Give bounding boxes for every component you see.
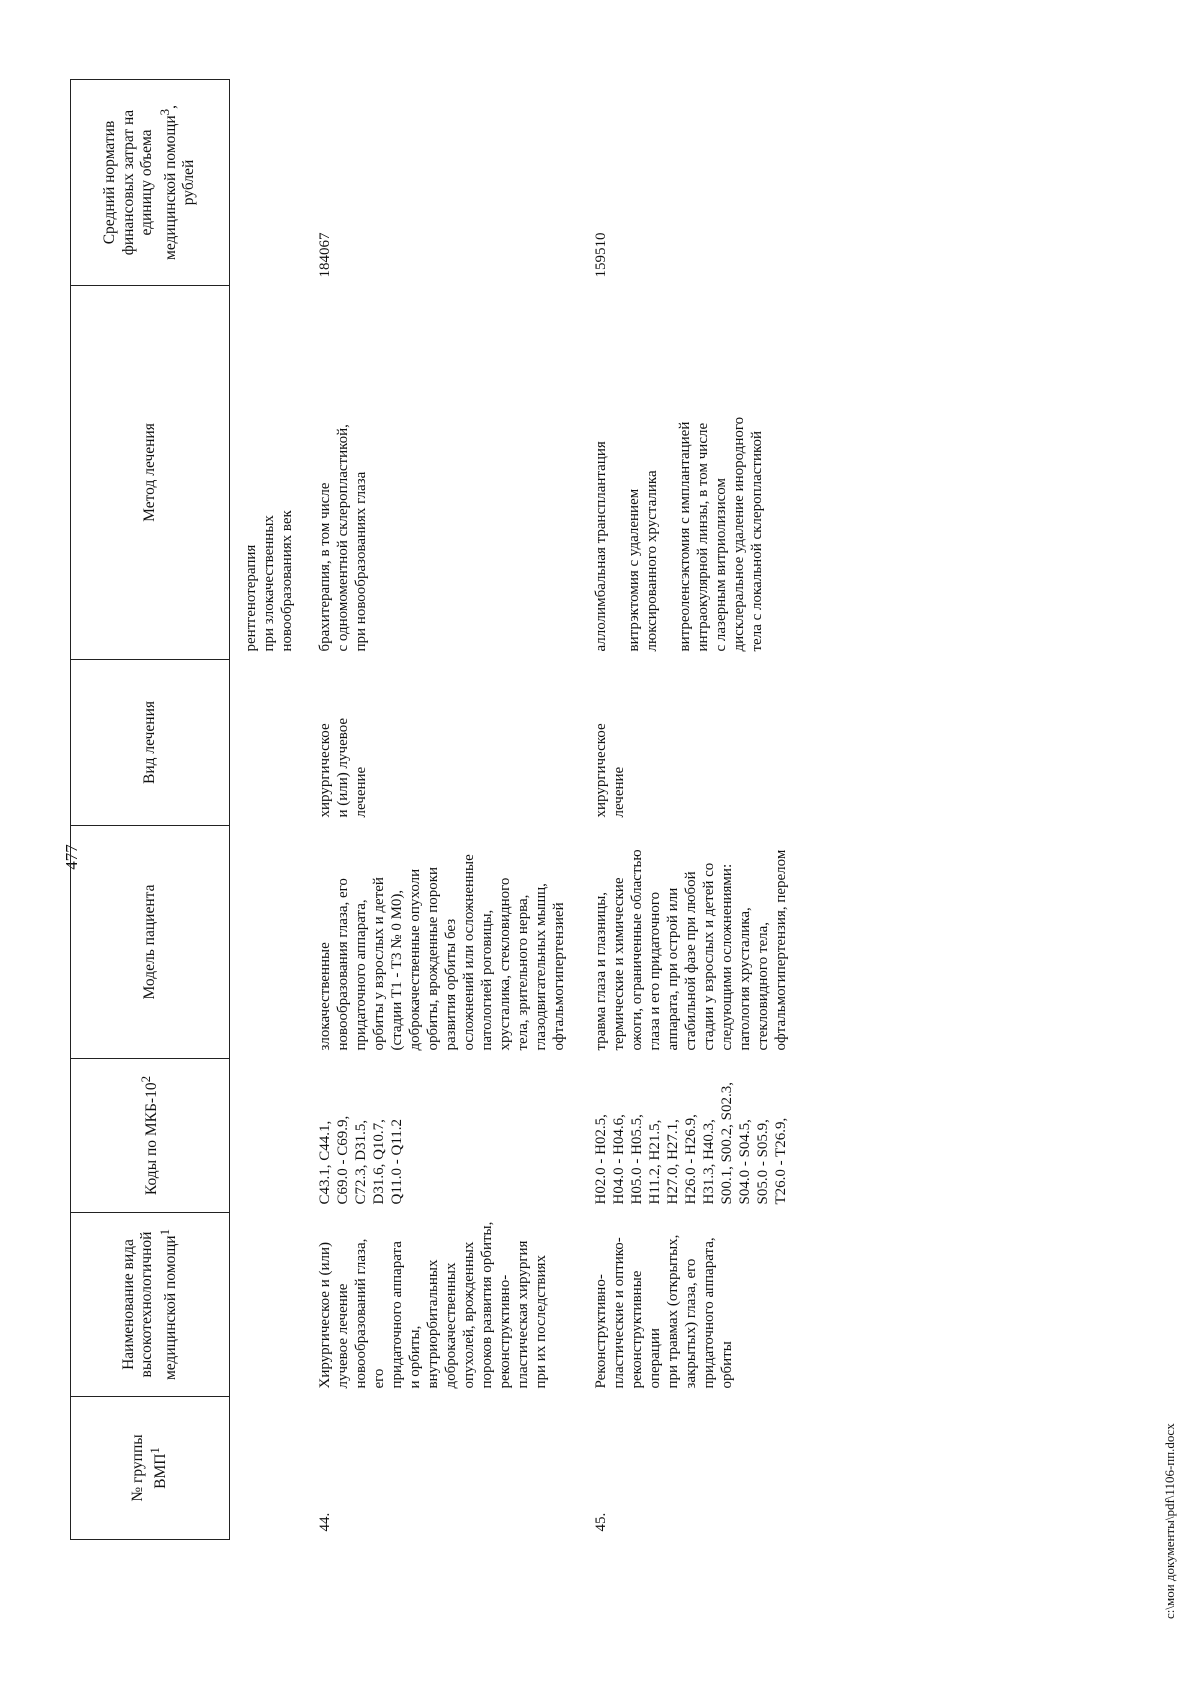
care-name: Реконструктивно- пластические и оптико- реконструктивные операции при травмах (открытых, закрытых) глаза, его придаточного аппарата, орбиты: [593, 1234, 735, 1389]
treatment-method: [302, 286, 568, 660]
header-treatment-method: Метод лечения: [71, 286, 230, 660]
group-number: [230, 1397, 303, 1540]
patient-model: злокачественные новообразования глаза, его придаточного аппарата, орбиты у взрослых и детей (стадии T1 - T3 № 0 M0), доброкачественные опухоли орбиты, врожденные пороки развития орбиты без осложнений или осложненные патологией роговицы, хрусталика, стекловидного тела, зрительного нерва, глазодвигательных мышц, офтальмогипертензией: [317, 854, 567, 1051]
icd-codes: C43.1, C44.1, C69.0 - C69.9, C72.3, D31.5, D31.6, Q10.7, Q11.0 - Q11.2: [317, 1115, 405, 1205]
header-group-number: № группы ВМП$^1$: [71, 1397, 230, 1540]
cost-value: 184067: [317, 232, 333, 278]
group-number: 44.: [317, 1512, 333, 1532]
footer-file-path: c:\мои документы\pdf\1106-пп.docx: [1162, 1423, 1177, 1619]
care-name: [230, 1213, 303, 1397]
header-row: [71, 80, 230, 1540]
header-treatment-type: Вид лечения: [71, 660, 230, 826]
treatment-method: [230, 286, 303, 660]
header-patient-model: Модель пациента: [71, 826, 230, 1059]
table-row: [568, 80, 790, 1540]
table-row: [302, 80, 568, 1540]
method-item: витрэктомия с удалением люксированного хрусталика: [626, 470, 660, 652]
icd-codes: H02.0 - H02.5, H04.0 - H04.6, H05.0 - H05.5, H11.2, H21.5, H27.0, H27.1, H26.0 - H26.9, H31.3, H40.3, S00.1, S00.2, S02.3, S04.0 - S04.5, S05.0 - S05.9, T26.0 - T26.9,: [593, 1081, 789, 1205]
treatment-type: [230, 660, 303, 826]
method-item: аллолимбальная трансплантация: [593, 441, 609, 652]
group-number: 45.: [593, 1512, 609, 1532]
treatment-type: хирургическое и (или) лучевое лечение: [317, 717, 369, 818]
method-item: витреоленсэктомия с имплантацией интраокулярной линзы, в том числе с лазерным витриолизисом дисклеральное удаление инородного тела с локальной склеропластикой: [677, 416, 765, 652]
header-care-name: Наименование вида высокотехнологичной медицинской помощи$^1$: [71, 1213, 230, 1397]
table-row: [230, 80, 303, 1540]
method-item: рентгенотерапия при злокачественных новообразованиях век: [243, 510, 295, 652]
care-name: Хирургическое и (или) лучевое лечение новообразований глаза, его придаточного аппарата и орбиты, внутриорбитальных доброкачественных опухолей, врожденных пороков развития орбиты, реконструктивно- пластическая хирургия при их последствиях: [317, 1221, 549, 1389]
header-cost: Средний норматив финансовых затрат на единицу объема медицинской помощи$^3$, рублей: [71, 80, 230, 286]
method-spacer: [661, 294, 676, 652]
cost-value: 159510: [593, 232, 609, 278]
method-item: брахитерапия, в том числе с одномоментной склеропластикой, при новообразованиях глаза: [317, 424, 369, 652]
treatment-method: [568, 286, 790, 660]
icd-codes: [230, 1059, 303, 1213]
treatment-type: хирургическое лечение: [593, 723, 627, 818]
patient-model: травма глаза и глазницы, термические и химические ожоги, ограниченные областью глаза и его придаточного аппарата, при острой или стабильной фазе при любой стадии у взрослых и детей со следующими осложнениями: патология хрусталика, стекловидного тела, офтальмогипертензия, перелом: [593, 849, 789, 1051]
patient-model: [230, 826, 303, 1059]
method-spacer: [610, 294, 625, 652]
vmp-table: [70, 79, 790, 1540]
cost-value: [230, 80, 303, 286]
page-number: 477: [62, 844, 81, 870]
header-icd-codes: Коды по МКБ-$10^2$: [71, 1059, 230, 1213]
